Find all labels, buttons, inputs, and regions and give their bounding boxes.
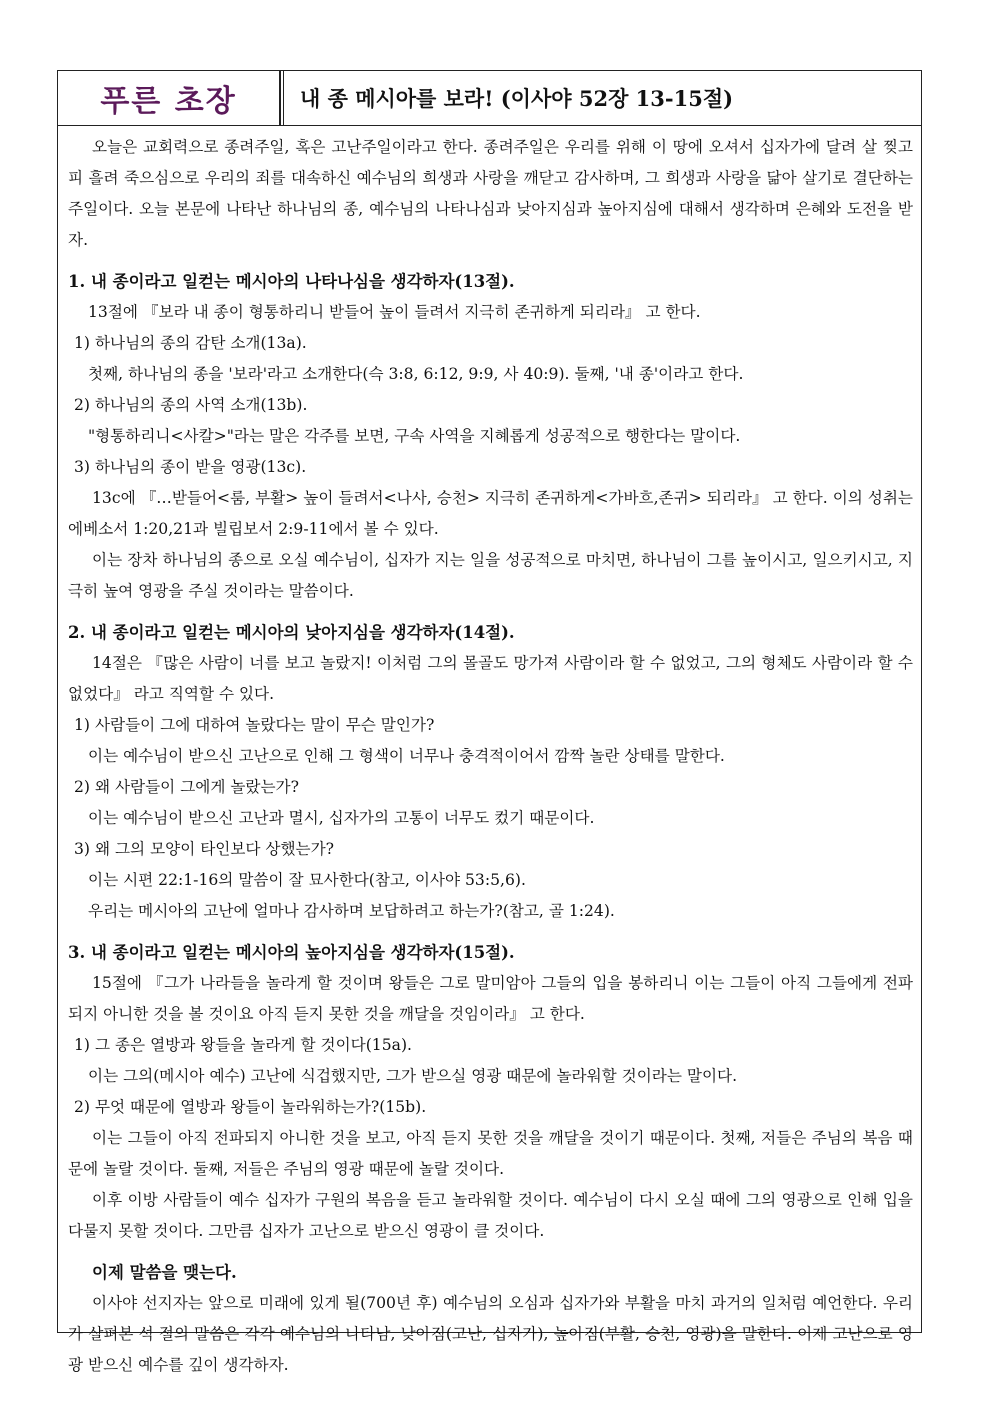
intro-paragraph: 오늘은 교회력으로 종려주일, 혹은 고난주일이라고 한다. 종려주일은 우리를 위해 이 땅에 오셔서 십자가에 달려 살 찢고 피 흘려 죽으심으로 우리의 죄를 대속하신 예수님의 희생과 사랑을 깨닫고 감사하며, 그 희생과 사랑을 닮아 살기로 결단하는 주일이다. 오늘 본문에 나타난 하나님의 종, 예수님의 나타나심과 낮아지심과 높아지심에 대해서 생각하며 은혜와 도전을 받자.	[68, 138, 913, 249]
section2-text2: 이는 예수님이 받으신 고난과 멸시, 십자가의 고통이 너무도 컸기 때문이다.	[88, 809, 595, 827]
column-title: 푸른 초장	[100, 84, 237, 119]
section1-heading: 1. 내 종이라고 일컫는 메시아의 나타나심을 생각하자(13절).	[68, 272, 515, 291]
section1-text1: 첫째, 하나님의 종을 '보라'라고 소개한다(슥 3:8, 6:12, 9:9, 사 40:9). 둘째, '내 종'이라고 한다.	[88, 365, 744, 383]
section2-sub1: 1) 사람들이 그에 대하여 놀랐다는 말이 무슨 말인가?	[74, 716, 435, 734]
closing-paragraph: 이사야 선지자는 앞으로 미래에 있게 될(700년 후) 예수님의 오심과 십자가와 부활을 마치 과거의 일처럼 예언한다. 우리가 살펴본 석 절의 말씀은 각각 예수님의 나타남, 낮아짐(고난, 십자가), 높아짐(부활, 승천, 영광)을 말한다. 이제 고난으로 영광 받으신 예수를 깊이 생각하자.	[68, 1294, 913, 1374]
sermon-body	[58, 126, 921, 1381]
section2-sub2: 2) 왜 사람들이 그에게 놀랐는가?	[74, 778, 299, 796]
closing-heading: 이제 말씀을 맺는다.	[92, 1263, 237, 1282]
section3-lead: 15절에 『그가 나라들을 놀라게 할 것이며 왕들은 그로 말미암아 그들의 입을 봉하리니 이는 그들이 아직 그들에게 전파되지 아니한 것을 볼 것이요 아직 듣지 못한 것을 깨달을 것임이라』 고 한다.	[68, 974, 913, 1023]
section1-sub2: 2) 하나님의 종의 사역 소개(13b).	[74, 396, 308, 414]
section3-text1: 이는 그의(메시아 예수) 고난에 식겁했지만, 그가 받으실 영광 때문에 놀라워할 것이라는 말이다.	[88, 1067, 738, 1085]
sermon-title: 내 종 메시아를 보라! (이사야 52장 13-15절)	[280, 71, 921, 125]
section1-sub1: 1) 하나님의 종의 감탄 소개(13a).	[74, 334, 307, 352]
section3-heading: 3. 내 종이라고 일컫는 메시아의 높아지심을 생각하자(15절).	[68, 943, 515, 962]
section2-lead: 14절은 『많은 사람이 너를 보고 놀랐지! 이처럼 그의 몰골도 망가져 사람이라 할 수 없었고, 그의 형체도 사람이라 할 수 없었다』 라고 직역할 수 있다.	[68, 654, 913, 703]
section3-sub2: 2) 무엇 때문에 열방과 왕들이 놀라워하는가?(15b).	[74, 1098, 427, 1116]
section1-text2: "형통하리니<사칼>"라는 말은 각주를 보면, 구속 사역을 지혜롭게 성공적으로 행한다는 말이다.	[88, 427, 741, 445]
section2-heading: 2. 내 종이라고 일컫는 메시아의 낮아지심을 생각하자(14절).	[68, 623, 515, 642]
section3-sub1: 1) 그 종은 열방과 왕들을 놀라게 할 것이다(15a).	[74, 1036, 412, 1054]
header-left-box	[58, 71, 280, 125]
section2-text1: 이는 예수님이 받으신 고난으로 인해 그 형색이 너무나 충격적이어서 깜짝 놀란 상태를 말한다.	[88, 747, 725, 765]
section3-text3: 이후 이방 사람들이 예수 십자가 구원의 복음을 듣고 놀라워할 것이다. 예수님이 다시 오실 때에 그의 영광으로 인해 입을 다물지 못할 것이다. 그만큼 십자가 고난으로 받으신 영광이 클 것이다.	[68, 1191, 913, 1240]
section3-text2: 이는 그들이 아직 전파되지 아니한 것을 보고, 아직 듣지 못한 것을 깨달을 것이기 때문이다. 첫째, 저들은 주님의 복음 때문에 놀랄 것이다. 둘째, 저들은 주님의 영광 때문에 놀랄 것이다.	[68, 1129, 913, 1178]
bulletin-page	[57, 70, 922, 1374]
section1-sub3: 3) 하나님의 종이 받을 영광(13c).	[74, 458, 307, 476]
section1-text4: 이는 장차 하나님의 종으로 오실 예수님이, 십자가 지는 일을 성공적으로 마치면, 하나님이 그를 높이시고, 일으키시고, 지극히 높여 영광을 주실 것이라는 말씀이다.	[68, 551, 913, 600]
section2-sub3: 3) 왜 그의 모양이 타인보다 상했는가?	[74, 840, 335, 858]
section2-text4: 우리는 메시아의 고난에 얼마나 감사하며 보답하려고 하는가?(참고, 골 1:24).	[88, 902, 615, 920]
section1-lead: 13절에 『보라 내 종이 형통하리니 받들어 높이 들려서 지극히 존귀하게 되리라』 고 한다.	[88, 303, 701, 321]
section1-text3: 13c에 『…받들어<룸, 부활> 높이 들려서<나사, 승천> 지극히 존귀하게<가바흐,존귀> 되리라』 고 한다. 이의 성취는 에베소서 1:20,21과 빌립보서 2:9-11에서 볼 수 있다.	[68, 489, 913, 538]
section2-text3: 이는 시편 22:1-16의 말씀이 잘 묘사한다(참고, 이사야 53:5,6).	[88, 871, 526, 889]
header	[58, 71, 921, 126]
